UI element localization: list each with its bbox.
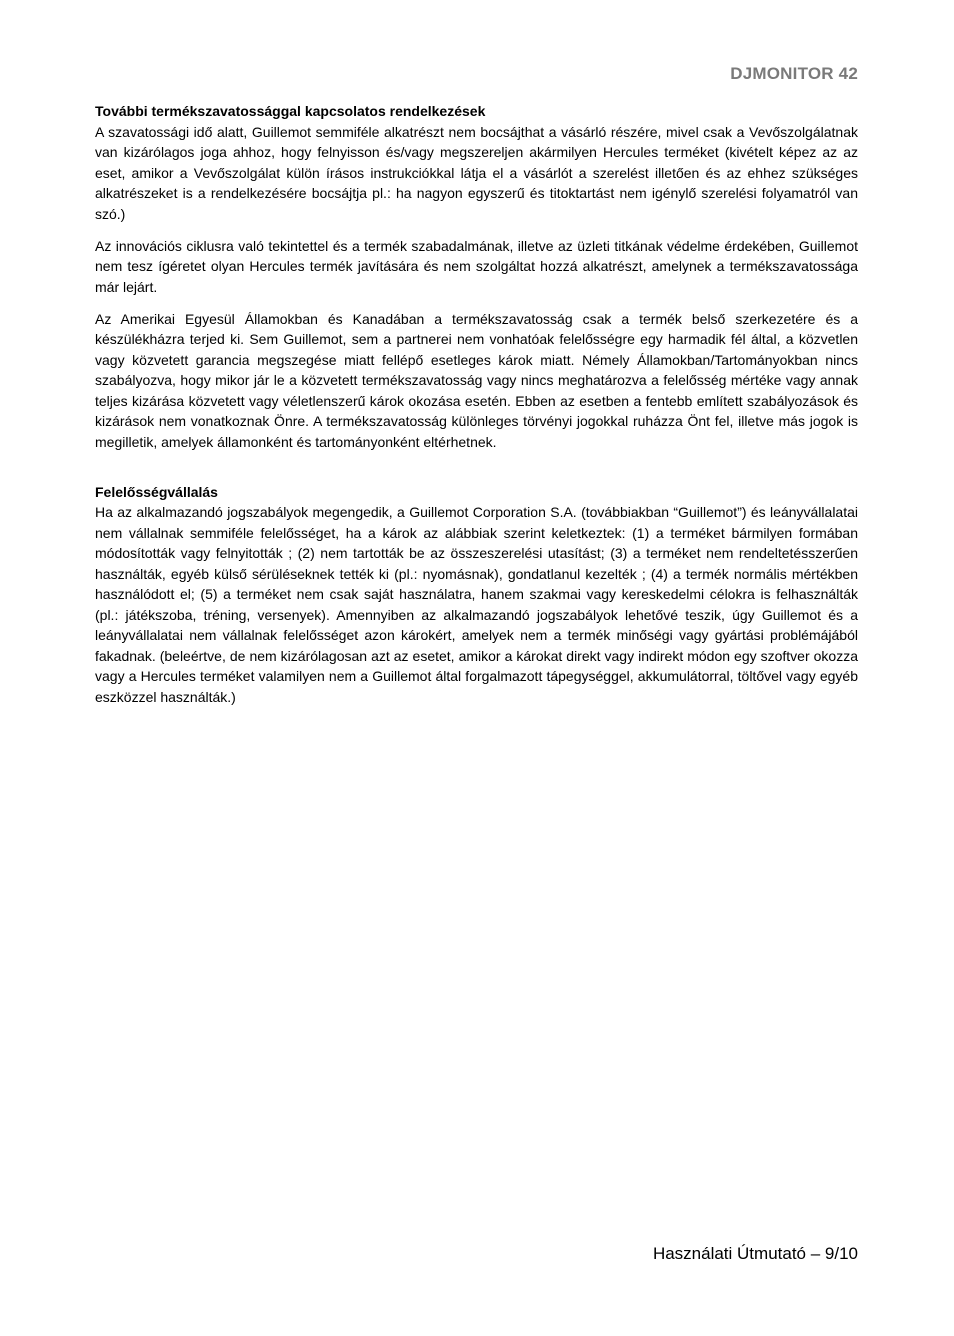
section-heading: További termékszavatossággal kapcsolatos rendelkezések — [95, 103, 486, 119]
document-body — [95, 101, 858, 719]
paragraph: Ha az alkalmazandó jogszabályok megengedik, a Guillemot Corporation S.A. (továbbiakban “Guillemot”) és leányvállalatai nem vállalnak semmiféle felelősséget, ha a károk az alábbiak szerint keletkeztek: (1) a terméket bármilyen formában módosították vagy felnyitották ; (2) nem tartották be az összeszerelési utasítást; (3) a terméket nem rendeltetésszerűen használták, egyéb külső sérüléseknek tették ki (pl.: nyomásnak), gondatlanul kezelték ; (4) a termék normális mértékben használódott el; (5) a terméket nem csak saját használatra, hanem szakmai vagy kereskedelmi célokra is felhasználták (pl.: játékszoba, tréning, versenyek). Amennyiben az alkalmazandó jogszabályok lehetővé teszik, úgy Guillemot és a leányvállalatai nem vállalnak felelősséget azon károkért, amelyek nem a termék minőségi vagy gyártási problémájából fakadnak. (beleértve, de nem kizárólagosan azt az esetet, amikor a károkat direkt vagy indirekt módon egy szoftver okozza vagy a Hercules terméket valamilyen nem a Guillemot által forgalmazott tápegységgel, akkumulátorral, töltővel vagy egyéb eszközzel használták.) — [95, 504, 858, 705]
page-footer: Használati Útmutató – 9/10 — [652, 1244, 858, 1263]
section-spacer — [95, 464, 858, 482]
paragraph: Az innovációs ciklusra való tekintettel és a termék szabadalmának, illetve az üzleti titkának védelme érdekében, Guillemot nem tesz ígéretet olyan Hercules termék javítására és nem szolgáltat hozzá alkatrészt, amelynek a termékszavatossága már lejárt. — [95, 237, 858, 295]
section-heading: Felelősségvállalás — [95, 483, 218, 500]
paragraph: Az Amerikai Egyesül Államokban és Kanadában a termékszavatosság csak a termék belső szerkezetére és a készülékházra terjed ki. Sem Guillemot, sem a partnerei nem vonhatóak felelősségre egy harmadik fél által, a közvetlen vagy közvetett garancia megszegése miatt fellépő esetleges károk miatt. Némely Államokban/Tartományokban nincs szabályozva, hogy mikor jár le a közvetett termékszavatosság vagy nincs meghatározva a felelősség mértéke vagy annak teljes kizárása közvetett vagy véletlenszerű károk okozása esetén. Ebben az esetben a fentebb említett szabályozások és kizárások nem vonatkoznak Önre. A termékszavatosság különleges törvényi jogokkal ruházza Önt fel, illetve más jogok is megilletik, amelyek államonként és tartományonként eltérhetnek. — [95, 310, 858, 450]
paragraph: A szavatossági idő alatt, Guillemot semmiféle alkatrészt nem bocsájthat a vásárló részére, mivel csak a Vevőszolgálatnak van kizárólagos joga ahhoz, hogy felnyisson és/vagy megszereljen akármilyen Hercules terméket (kivételt képez az az eset, amikor a Vevőszolgálat külön írásos instrukciókkal látja el a vásárlót a szerelést illetően és az ehhez szükséges alkatrészeket is a rendelkezésére bocsájtja pl.: ha nagyon egyszerű és titoktartást nem igénylő szerelési folyamatról van szó.) — [95, 123, 858, 222]
document-product-title: DJMONITOR 42 — [730, 64, 858, 83]
liability-section — [95, 482, 858, 708]
warranty-provisions-section — [95, 101, 858, 452]
